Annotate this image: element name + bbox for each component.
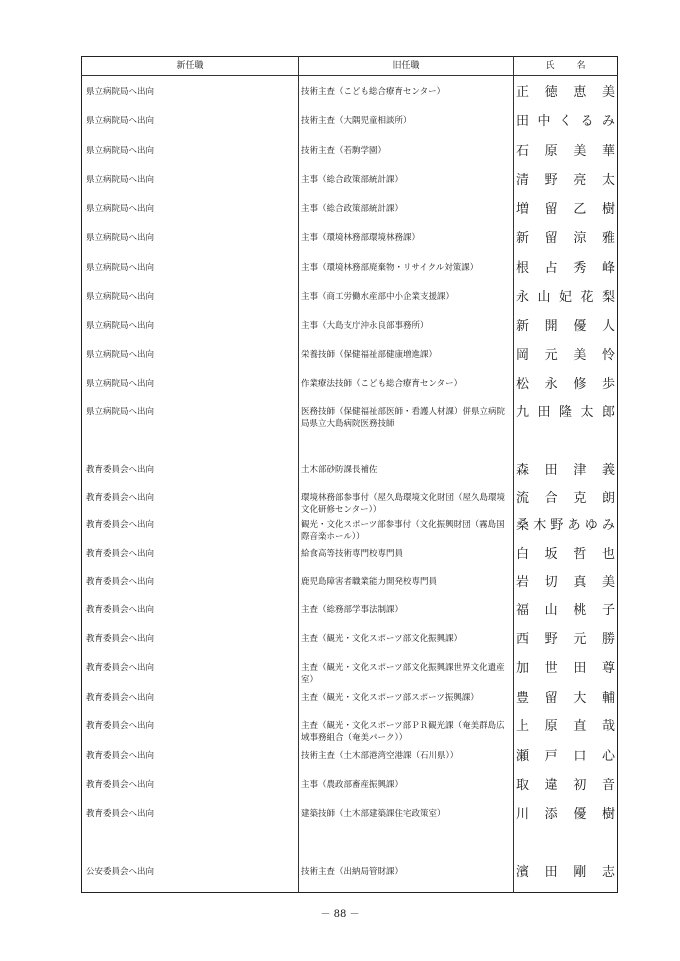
name-cell: 永山妃花梨 (516, 290, 615, 305)
new-post-cell: 県立病院局へ出向 (86, 379, 155, 389)
new-post-cell: 県立病院局へ出向 (86, 175, 155, 185)
old-post-cell: 主事（総合政策部統計課） (301, 204, 404, 214)
name-cell: 瀬戸口心 (516, 749, 615, 764)
name-cell: 桑木野あゆみ (516, 518, 615, 533)
old-post-cell: 主査（総務部学事法制課） (301, 605, 404, 615)
old-post-cell: 観光・文化スポーツ部参事付（文化振興財団（霧島国際音楽ホール）） (301, 520, 505, 542)
old-post-cell: 主事（大島支庁沖永良部事務所） (301, 321, 429, 331)
old-post-cell: 主事（農政部畜産振興課） (301, 780, 404, 790)
old-post-cell: 鹿児島障害者職業能力開発校専門員 (301, 577, 438, 587)
old-post-cell: 主事（総合政策部統計課） (301, 175, 404, 185)
header-new-post: 新任職 (176, 61, 204, 71)
name-cell: 田中くるみ (516, 114, 615, 129)
column-divider (298, 56, 299, 893)
old-post-cell: 作業療法技師（こども総合療育センター） (301, 379, 463, 389)
new-post-cell: 教育委員会へ出向 (86, 751, 155, 761)
header-old-post: 旧任職 (392, 61, 420, 71)
old-post-cell: 技術主査（大隅児童相談所） (301, 116, 412, 126)
name-cell: 岡元美怜 (516, 348, 615, 363)
new-post-cell: 県立病院局へ出向 (86, 204, 155, 214)
new-post-cell: 県立病院局へ出向 (86, 350, 155, 360)
name-cell: 清野亮太 (516, 173, 615, 188)
name-cell: 福山桃子 (516, 603, 615, 618)
name-cell: 豊留大輔 (516, 691, 615, 706)
old-post-cell: 主事（環境林務部廃棄物・リサイクル対策課） (301, 263, 479, 273)
name-cell: 濱田剛志 (516, 865, 615, 880)
new-post-cell: 教育委員会へ出向 (86, 605, 155, 615)
old-post-cell: 医務技師（保健福祉部医師・看護人材課）併県立病院局県立大島病院医務技師 (301, 407, 506, 429)
new-post-cell: 教育委員会へ出向 (86, 663, 155, 673)
name-cell: 石原美華 (516, 144, 615, 159)
old-post-cell: 技術主査（若駒学園） (301, 146, 387, 156)
new-post-cell: 県立病院局へ出向 (86, 233, 155, 243)
old-post-cell: 主査（観光・文化スポーツ部スポーツ振興課） (301, 693, 479, 703)
old-post-cell: 技術主査（出納局管財課） (301, 867, 404, 877)
new-post-cell: 教育委員会へ出向 (86, 465, 155, 475)
old-post-cell: 土木部砂防課長補佐 (301, 465, 378, 475)
new-post-cell: 教育委員会へ出向 (86, 577, 155, 587)
new-post-cell: 教育委員会へ出向 (86, 693, 155, 703)
header-divider (81, 75, 618, 76)
name-cell: 岩切真美 (516, 575, 615, 590)
old-post-cell: 給食高等技術専門校専門員 (301, 549, 404, 559)
name-cell: 取違初音 (516, 778, 615, 793)
new-post-cell: 教育委員会へ出向 (86, 493, 155, 503)
old-post-cell: 主事（商工労働水産部中小企業支援課） (301, 292, 455, 302)
old-post-cell: 主査（観光・文化スポーツ部文化振興課） (301, 634, 463, 644)
name-cell: 正徳恵美 (516, 85, 615, 100)
name-cell: 西野元勝 (516, 632, 615, 647)
old-post-cell: 主査（観光・文化スポーツ部ＰＲ観光課（奄美群島広域事務組合（奄美パーク）） (301, 721, 505, 743)
name-cell: 新開優人 (516, 319, 615, 334)
name-cell: 流合克朗 (516, 491, 615, 506)
name-cell: 上原直哉 (516, 719, 615, 734)
new-post-cell: 教育委員会へ出向 (86, 780, 155, 790)
new-post-cell: 公安委員会へ出向 (86, 867, 155, 877)
old-post-cell: 主査（観光・文化スポーツ部文化振興課世界文化遺産室） (301, 663, 505, 685)
name-cell: 白坂哲也 (516, 547, 615, 562)
old-post-cell: 建築技師（土木部建築課住宅政策室） (301, 809, 446, 819)
new-post-cell: 県立病院局へ出向 (86, 321, 155, 331)
old-post-cell: 主事（環境林務部環境林務課） (301, 233, 421, 243)
header-name: 氏名 (545, 61, 608, 71)
name-cell: 根占秀峰 (516, 261, 615, 276)
old-post-cell: 環境林務部参事付（屋久島環境文化財団（屋久島環境文化研修センター）） (301, 493, 506, 515)
old-post-cell: 栄養技師（保健福祉部健康増進課） (301, 350, 438, 360)
new-post-cell: 教育委員会へ出向 (86, 721, 155, 731)
new-post-cell: 県立病院局へ出向 (86, 263, 155, 273)
new-post-cell: 教育委員会へ出向 (86, 520, 155, 530)
name-cell: 加世田尊 (516, 661, 615, 676)
new-post-cell: 県立病院局へ出向 (86, 87, 155, 97)
name-cell: 川添優樹 (516, 807, 615, 822)
name-cell: 松永修歩 (516, 377, 615, 392)
new-post-cell: 教育委員会へ出向 (86, 549, 155, 559)
page-number: － 88 － (320, 909, 360, 920)
name-cell: 新留涼雅 (516, 231, 615, 246)
name-cell: 森田津義 (516, 463, 615, 478)
new-post-cell: 県立病院局へ出向 (86, 116, 155, 126)
new-post-cell: 県立病院局へ出向 (86, 292, 155, 302)
name-cell: 増留乙樹 (516, 202, 615, 217)
new-post-cell: 県立病院局へ出向 (86, 407, 155, 417)
column-divider (513, 56, 514, 893)
old-post-cell: 技術主査（土木部港湾空港課（石川県）） (301, 751, 459, 761)
new-post-cell: 県立病院局へ出向 (86, 146, 155, 156)
new-post-cell: 教育委員会へ出向 (86, 634, 155, 644)
old-post-cell: 技術主査（こども総合療育センター） (301, 87, 446, 97)
name-cell: 九田隆太郎 (516, 405, 615, 420)
new-post-cell: 教育委員会へ出向 (86, 809, 155, 819)
